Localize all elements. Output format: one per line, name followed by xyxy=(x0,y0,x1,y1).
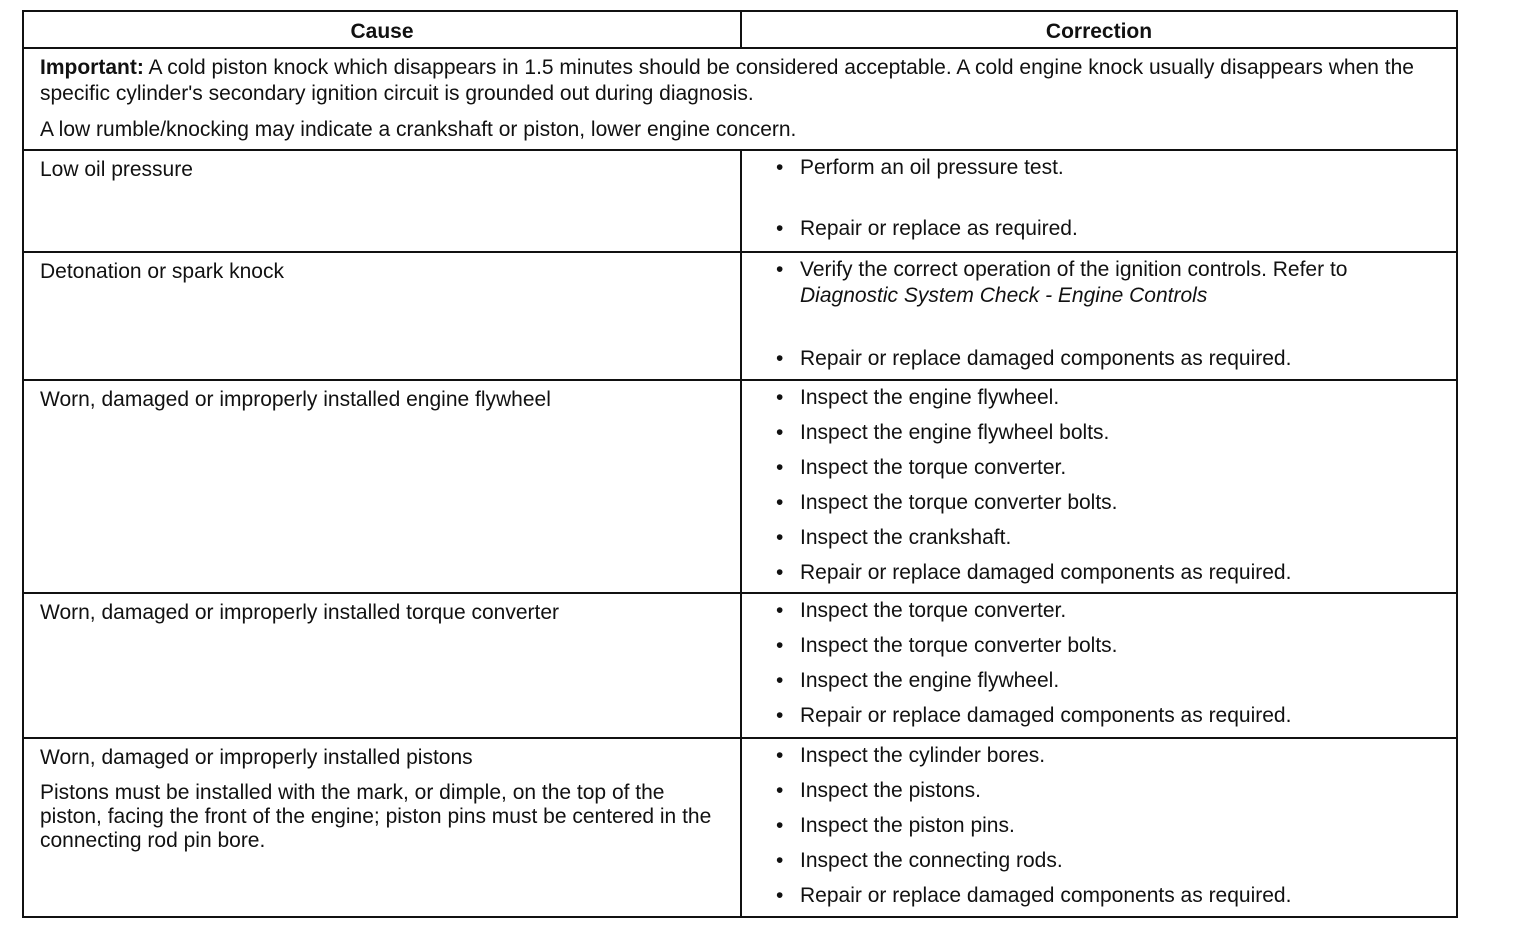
correction-item: • Inspect the cylinder bores. xyxy=(776,743,1444,769)
correction-list xyxy=(776,598,1444,729)
correction-item: • Repair or replace as required. xyxy=(776,216,1444,242)
correction-item: • Repair or replace damaged components as required. xyxy=(776,560,1444,586)
cause-cell xyxy=(24,594,742,737)
table-header-row xyxy=(24,12,1456,49)
important-note-row xyxy=(24,49,1456,151)
correction-item: • Inspect the engine flywheel. xyxy=(776,385,1444,411)
correction-list xyxy=(776,743,1444,909)
cause-note: Pistons must be installed with the mark, or dimple, on the top of the piston, facing the front of the engine; piston pins must be centered in the connecting rod pin bore. xyxy=(40,781,712,852)
important-note xyxy=(24,49,1456,143)
correction-text: Verify the correct operation of the ignition controls. Refer to xyxy=(800,258,1348,281)
correction-item: • Inspect the torque converter. xyxy=(776,598,1444,624)
table-row xyxy=(24,594,1456,739)
correction-item: • Perform an oil pressure test. xyxy=(776,155,1444,181)
correction-item: • Inspect the torque converter bolts. xyxy=(776,633,1444,659)
cause-cell xyxy=(24,253,742,379)
correction-item: • Inspect the engine flywheel. xyxy=(776,668,1444,694)
important-secondary-note: A low rumble/knocking may indicate a crankshaft or piston, lower engine concern. xyxy=(40,118,797,141)
cause-text: Worn, damaged or improperly installed engine flywheel xyxy=(40,388,551,411)
correction-item: • Repair or replace damaged components as required. xyxy=(776,883,1444,909)
correction-item xyxy=(776,257,1444,309)
cause-cell xyxy=(24,739,742,916)
table-row xyxy=(24,739,1456,916)
cause-text: Detonation or spark knock xyxy=(40,260,284,283)
important-text: A cold piston knock which disappears in 1.5 minutes should be considered acceptable. A cold engine knock usually disappears when the specific cylinder's secondary ignition circuit is grounded out during diagnosis. xyxy=(40,56,1414,105)
table-row xyxy=(24,381,1456,594)
important-label: Important: xyxy=(40,56,144,79)
reference-link-text: Diagnostic System Check - Engine Controls xyxy=(800,284,1208,307)
correction-item: • Inspect the crankshaft. xyxy=(776,525,1444,551)
correction-column-header: Correction xyxy=(1045,20,1153,43)
correction-cell xyxy=(742,381,1456,592)
cause-column-header: Cause xyxy=(24,12,742,47)
cause-text: Worn, damaged or improperly installed pistons xyxy=(40,746,473,769)
correction-cell xyxy=(742,594,1456,737)
important-paragraph xyxy=(40,55,1440,107)
correction-item: • Inspect the pistons. xyxy=(776,778,1444,804)
cause-cell xyxy=(24,151,742,251)
correction-cell xyxy=(742,739,1456,916)
cause-cell xyxy=(24,381,742,592)
cause-text: Low oil pressure xyxy=(40,158,193,181)
correction-item: • Inspect the torque converter. xyxy=(776,455,1444,481)
correction-item: • Repair or replace damaged components as required. xyxy=(776,346,1444,372)
correction-list xyxy=(776,385,1444,586)
correction-item: • Inspect the piston pins. xyxy=(776,813,1444,839)
correction-item: • Inspect the engine flywheel bolts. xyxy=(776,420,1444,446)
correction-cell xyxy=(742,253,1456,379)
correction-item: • Inspect the connecting rods. xyxy=(776,848,1444,874)
correction-list xyxy=(776,257,1444,372)
table-row xyxy=(24,151,1456,253)
table-row xyxy=(24,253,1456,381)
cause-text: Worn, damaged or improperly installed torque converter xyxy=(40,601,560,624)
correction-item: • Inspect the torque converter bolts. xyxy=(776,490,1444,516)
correction-item: • Repair or replace damaged components as required. xyxy=(776,703,1444,729)
diagnosis-table xyxy=(22,10,1458,918)
correction-list xyxy=(776,155,1444,242)
correction-cell xyxy=(742,151,1456,251)
